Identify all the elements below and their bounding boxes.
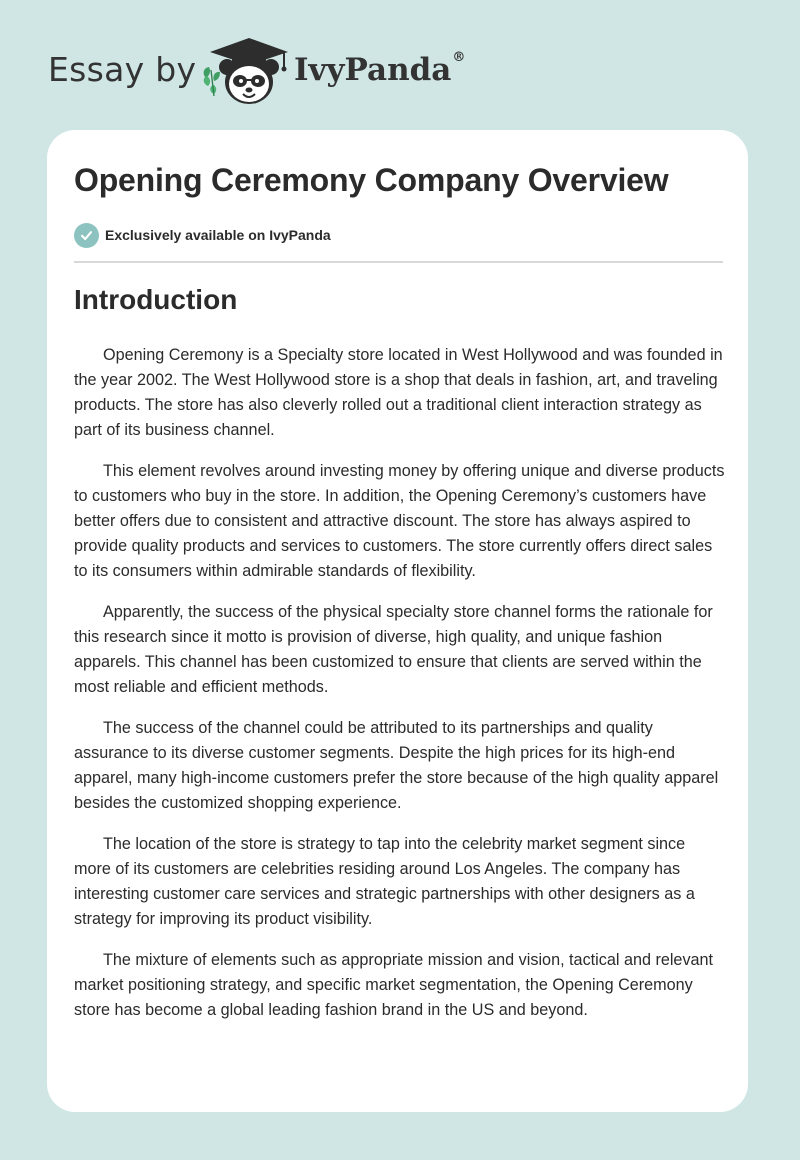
brand-prefix: Essay by <box>48 50 197 89</box>
paragraph: Opening Ceremony is a Specialty store located in West Hollywood and was founded in the year 2002. The West Hollywood store is a shop that deals in fashion, art, and traveling products. The store has also cleverly rolled out a traditional client interaction strategy as part of its business channel. <box>74 346 723 439</box>
page-title: Opening Ceremony Company Overview <box>74 162 669 198</box>
brand-name-text: IvyPanda <box>294 52 452 88</box>
paragraph: Apparently, the success of the physical specialty store channel forms the rationale for this research since it motto is provision of diverse, high quality, and unique fashion apparels. This channel has been customized to ensure that clients are served within the most reliable and efficient methods. <box>74 603 713 696</box>
panda-graduate-icon <box>200 34 294 110</box>
registered-mark: ® <box>452 50 466 65</box>
check-circle-icon <box>74 223 99 248</box>
essay-card <box>47 130 748 1112</box>
paragraph: The location of the store is strategy to tap into the celebrity market segment since more of its customers are celebrities residing around Los Angeles. The company has interesting customer care services and strategic partnerships with other designers as a strategy for improving its product visibility. <box>74 835 695 928</box>
exclusive-text: Exclusively available on IvyPanda <box>105 227 331 243</box>
exclusive-badge <box>74 222 331 248</box>
paragraph: The mixture of elements such as appropriate mission and vision, tactical and relevant market positioning strategy, and specific market segmentation, the Opening Ceremony store has become a global leading fashion brand in the US and beyond. <box>74 951 714 1019</box>
site-header <box>0 0 800 130</box>
paragraph: The success of the channel could be attributed to its partnerships and quality assurance to its diverse customer segments. Despite the high prices for its high-end apparel, many high-income customers prefer the store because of the high quality apparel besides the customized shopping experience. <box>74 719 719 812</box>
section-heading: Introduction <box>74 284 238 315</box>
essay-body <box>74 343 726 1039</box>
divider <box>74 261 723 263</box>
paragraph: This element revolves around investing money by offering unique and diverse products to customers who buy in the store. In addition, the Opening Ceremony’s customers have better offers due to consistent and attractive discount. The store has always aspired to provide quality products and services to customers. The store currently offers direct sales to its consumers within admirable standards of flexibility. <box>74 462 725 580</box>
brand-name[interactable] <box>294 52 465 88</box>
